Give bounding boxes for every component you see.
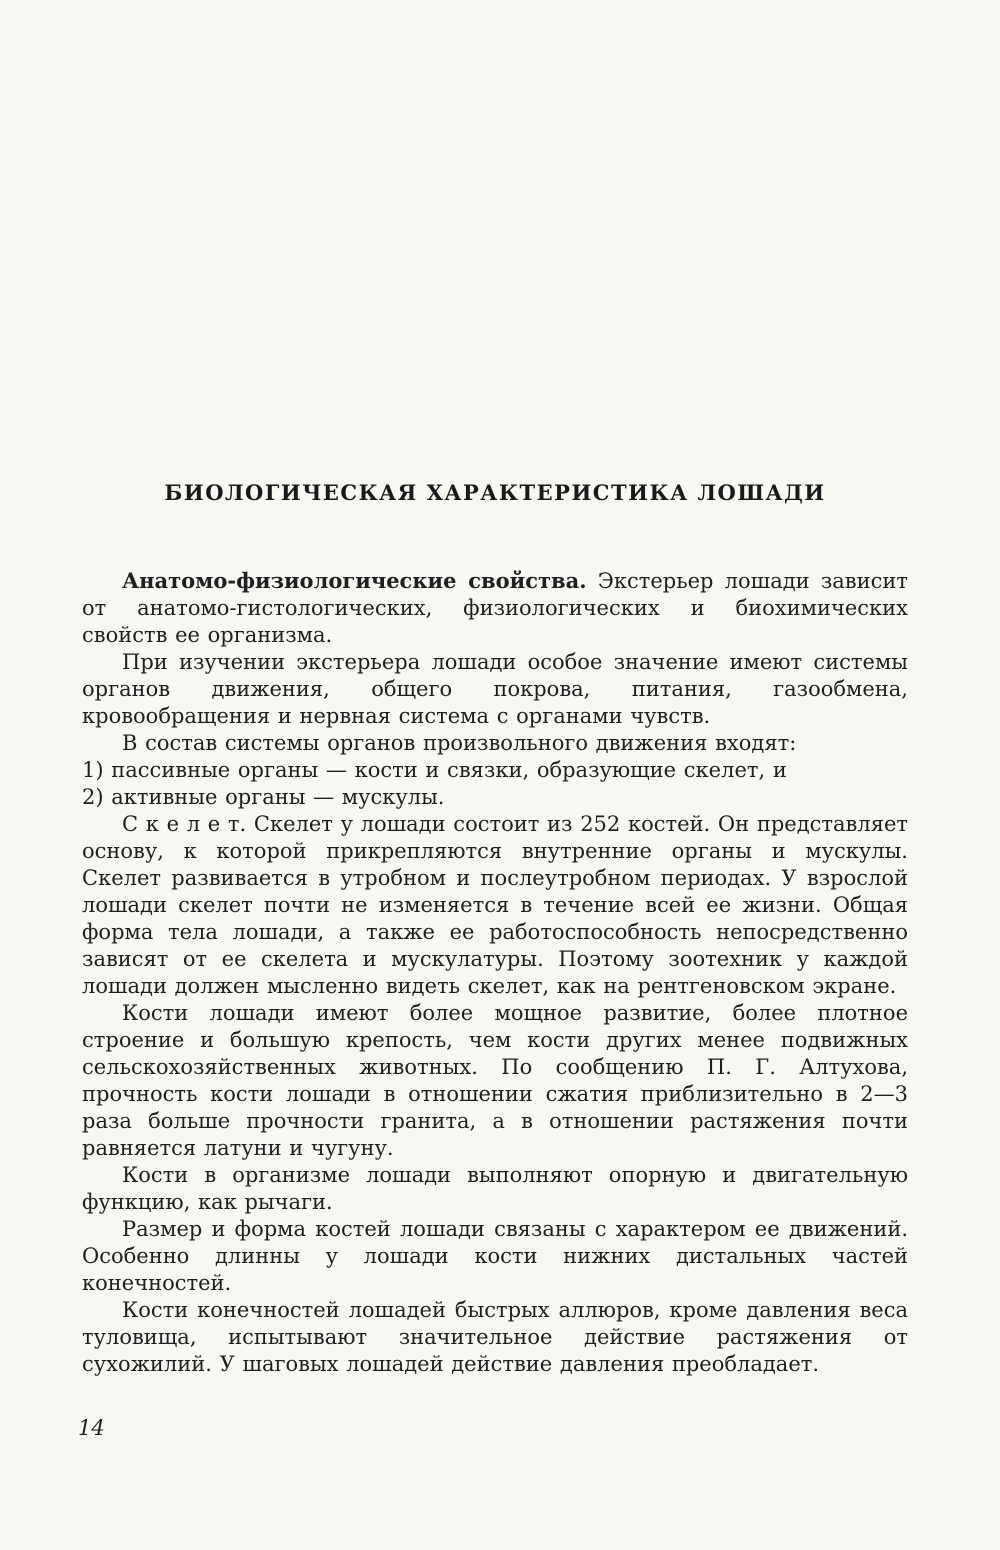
paragraph-izuchenie: При изучении экстерьера лошади особое значение имеют системы органов движения, общего покрова, питания, газообмена, кровообращения и нервная система с органами чувств. (82, 650, 908, 728)
paragraph-kosti-funktsiya: Кости в организме лошади выполняют опорную и двигательную функцию, как рычаги. (82, 1163, 908, 1214)
paragraph-anatomo (82, 567, 908, 649)
page-number: 14 (78, 1416, 105, 1440)
paragraph-kosti-razvitie: Кости лошади имеют более мощное развитие, более плотное строение и большую крепость, чем кости других менее подвижных сельскохозяйственных животных. По сообщению П. Г. Алтухова, прочность кости лошади в отношении сжатия приблизительно в 2—3 раза больше прочности гранита, а в отношении растяжения почти равняется латуни и чугуну. (82, 1001, 908, 1160)
page-title: БИОЛОГИЧЕСКАЯ ХАРАКТЕРИСТИКА ЛОШАДИ (164, 480, 826, 505)
list-item-active-organs: 2) активные органы — мускулы. (82, 785, 445, 809)
paragraph-kosti-konechnostey: Кости конечностей лошадей быстрых аллюров, кроме давления веса туловища, испытывают значительное действие растяжения от сухожилий. У шаговых лошадей действие давления преобладает. (82, 1298, 908, 1376)
paragraph-razmer-forma: Размер и форма костей лошади связаны с характером ее движений. Особенно длинны у лошади кости нижних дистальных частей конечностей. (82, 1217, 908, 1295)
paragraph-sostav: В состав системы органов произвольного движения входят: (122, 731, 797, 755)
paragraph-text: Экстерьер лошади зависит от анатомо-гистологических, физиологических и биохимических свойств ее организма. (82, 569, 908, 647)
body-text (82, 567, 908, 1378)
text-block (82, 0, 908, 1378)
paragraph-lead: Анатомо-физиологические свойства. (122, 568, 587, 593)
paragraph-skelet: С к е л е т. Скелет у лошади состоит из 252 костей. Он представляет основу, к которой прикрепляются внутренние органы и мускулы. Скелет развивается в утробном и послеутробном периодах. У взрослой лошади скелет почти не изменяется в течение всей ее жизни. Общая форма тела лошади, а также ее работоспособность непосредственно зависят от ее скелета и мускулатуры. Поэтому зоотехник у каждой лошади должен мысленно видеть скелет, как на рентгеновском экране. (82, 812, 908, 998)
list-item-passive-organs: 1) пассивные органы — кости и связки, образующие скелет, и (82, 758, 787, 782)
